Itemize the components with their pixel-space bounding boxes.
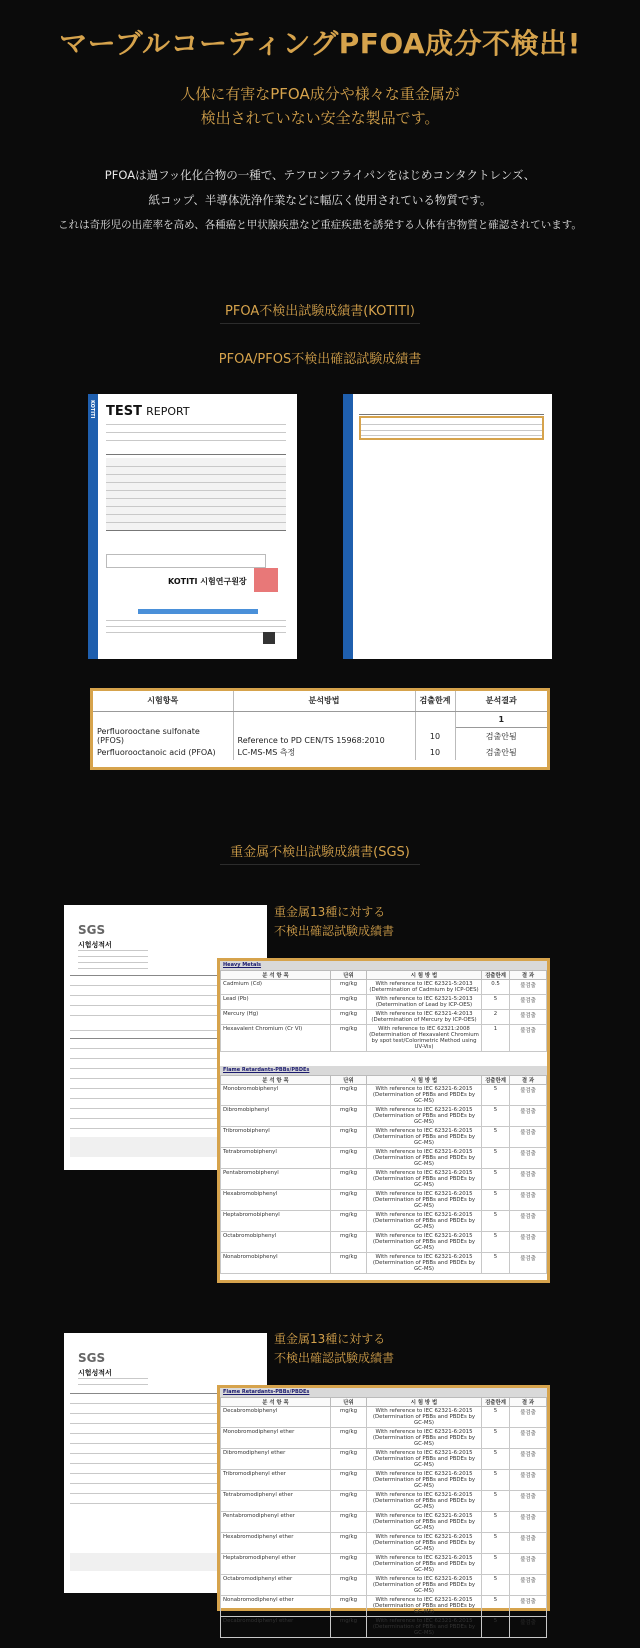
table-cell: 5 [482,1407,510,1428]
table-cell: With reference to IEC 62321-6:2015 (Determination of PBBs and PBDEs by GC-MS) [367,1575,482,1596]
table-cell: 5 [482,1253,510,1274]
sgs-heavy-metal-table [217,958,550,1283]
table-cell: 검출안됨 [485,731,517,741]
sgs-doc-title: 시험성적서 [78,1369,112,1377]
subtitle [0,82,640,130]
table-cell: 5 [482,1533,510,1554]
table-cell: 5 [482,1575,510,1596]
table-cell: With reference to IEC 62321-6:2015 (Determination of PBBs and PBDEs by GC-MS) [367,1169,482,1190]
description-line: これは奇形児の出産率を高め、各種癌と甲状腺疾患など重症疾患を誘発する人体有害物質と確認されています。 [58,219,582,231]
table-cell: mg/kg [331,1010,367,1025]
table-row [221,1428,547,1449]
table-cell: 5 [482,995,510,1010]
table-cell: Lead (Pb) [221,995,331,1010]
seal-icon [254,568,278,592]
table-header: 단위 [331,971,367,980]
table-header: 시 험 방 법 [367,1398,482,1407]
table-cell: mg/kg [331,1211,367,1232]
table-cell: With reference to IEC 62321-6:2015 (Determination of PBBs and PBDEs by GC-MS) [367,1190,482,1211]
divider [220,323,420,324]
table-cell: Perfluorooctane sulfonate (PFOS) [93,727,233,745]
table-cell: Pentabromodiphenyl ether [221,1512,331,1533]
table-cell: mg/kg [331,1106,367,1127]
table-cell: With reference to IEC 62321-6:2015 (Determination of PBBs and PBDEs by GC-MS) [367,1211,482,1232]
description [0,163,640,238]
table-row [221,995,547,1010]
table-cell: 5 [482,1148,510,1169]
table-header: 시험항목 [93,691,233,711]
table-cell: Dibromobiphenyl [221,1106,331,1127]
table-cell: 5 [482,1617,510,1638]
table-header: 시 험 방 법 [367,971,482,980]
table-cell: With reference to IEC 62321-6:2015 (Determination of PBBs and PBDEs by GC-MS) [367,1106,482,1127]
table-header: 결 과 [510,1076,547,1085]
table-row [221,1127,547,1148]
table-row [221,980,547,995]
table-row [221,1407,547,1428]
table-cell: Tetrabromobiphenyl [221,1148,331,1169]
table-cell: 불검출 [510,1127,547,1148]
table-cell: 불검출 [510,1575,547,1596]
table-row [221,1010,547,1025]
table-row [221,1253,547,1274]
table-header: 검출한계 [482,971,510,980]
table-cell: 불검출 [510,1554,547,1575]
table-cell: Pentabromobiphenyl [221,1169,331,1190]
table-cell: With reference to IEC 62321-6:2015 (Determination of PBBs and PBDEs by GC-MS) [367,1407,482,1428]
sgs-flame-retardant-table [217,1385,550,1636]
table-cell: Octabromobiphenyl [221,1232,331,1253]
table-cell: Mercury (Hg) [221,1010,331,1025]
table-cell: Heptabromobiphenyl [221,1211,331,1232]
table-cell: mg/kg [331,1533,367,1554]
subtitle-line: 人体に有害なPFOA成分や様々な重金属が [180,85,460,103]
table-cell: 10 [415,745,455,760]
table-cell: With reference to IEC 62321-6:2015 (Determination of PBBs and PBDEs by GC-MS) [367,1533,482,1554]
table-cell: 5 [482,1428,510,1449]
table-row [221,1169,547,1190]
table-cell: With reference to IEC 62321-6:2015 (Determination of PBBs and PBDEs by GC-MS) [367,1449,482,1470]
table-cell: mg/kg [331,1407,367,1428]
table-cell: 5 [482,1169,510,1190]
section-band: Flame Retardants-PBBs/PBDEs [220,1066,547,1075]
sgs-label-1 [274,903,394,941]
table-row [221,1449,547,1470]
table-cell: Octabromodiphenyl ether [221,1575,331,1596]
table-row [221,1211,547,1232]
table-cell: With reference to IEC 62321-6:2015 (Determination of PBBs and PBDEs by GC-MS) [367,1127,482,1148]
table-row [221,1512,547,1533]
table-cell: LC-MS-MS 측정 [233,745,415,760]
table-header: 시 험 방 법 [367,1076,482,1085]
table-cell: 불검출 [510,1407,547,1428]
table-cell: 5 [482,1554,510,1575]
table-row [221,1470,547,1491]
table-cell: Tribromodiphenyl ether [221,1470,331,1491]
table-cell: Nonabromodiphenyl ether [221,1596,331,1617]
sgs-label-line: 重金属13種に対する [274,905,386,919]
table-cell: Reference to PD CEN/TS 15968:2010 [233,727,415,745]
table-cell: Tribromobiphenyl [221,1127,331,1148]
table-cell: 1 [482,1025,510,1052]
table-cell: 불검출 [510,1449,547,1470]
table-row [221,1596,547,1617]
table-cell: 불검출 [510,1169,547,1190]
table-cell: 불검출 [510,980,547,995]
table-cell: Dibromodiphenyl ether [221,1449,331,1470]
table-cell: 불검출 [510,1253,547,1274]
table-cell: With reference to IEC 62321-6:2015 (Determination of PBBs and PBDEs by GC-MS) [367,1596,482,1617]
sgs-label-line: 重金属13種に対する [274,1332,386,1346]
sgs-label-line: 不検出確認試験成績書 [274,924,395,938]
table-row [221,1617,547,1638]
table-row [221,1025,547,1052]
section-band: Flame Retardants-PBBs/PBDEs [220,1388,547,1397]
section-band: Heavy Metals [220,961,547,970]
table-cell: mg/kg [331,1470,367,1491]
table-cell: mg/kg [331,1148,367,1169]
page-title: マーブルコーティングPFOA成分不検出! [59,27,581,60]
table-cell: mg/kg [331,1512,367,1533]
table-header: 결 과 [510,971,547,980]
table-cell: With reference to IEC 62321-5:2013 (Determination of Lead by ICP-OES) [367,995,482,1010]
table-row [221,1491,547,1512]
table-cell: With reference to IEC 62321-5:2013 (Determination of Cadmium by ICP-OES) [367,980,482,995]
table-cell: 0.5 [482,980,510,995]
kotiti-result-table [90,688,550,770]
table-cell: 5 [482,1512,510,1533]
table-cell: 5 [482,1085,510,1106]
table-cell: Decabromobiphenyl [221,1407,331,1428]
table-cell: With reference to IEC 62321-6:2015 (Determination of PBBs and PBDEs by GC-MS) [367,1148,482,1169]
kotiti-result-page-image [343,394,552,659]
table-row [221,1085,547,1106]
table-cell: 불검출 [510,1025,547,1052]
table-header: 분석결과 [455,691,547,711]
description-line: PFOAは過フッ化化合物の一種で、テフロンフライパンをはじめコンタクトレンズ、 [104,168,536,182]
table-header: 분 석 항 목 [221,971,331,980]
description-line: 紙コップ、半導体洗浄作業などに幅広く使用されている物質です。 [148,193,492,207]
table-cell: 검출안됨 [485,748,517,757]
table-cell: 5 [482,1190,510,1211]
divider [220,864,420,865]
table-cell: 불검출 [510,1106,547,1127]
table-cell: With reference to IEC 62321-6:2015 (Determination of PBBs and PBDEs by GC-MS) [367,1253,482,1274]
report-lab-name: KOTITI 시험연구원장 [168,577,247,586]
table-cell: With reference to IEC 62321-6:2015 (Determination of PBBs and PBDEs by GC-MS) [367,1085,482,1106]
sgs-doc-title: 시험성적서 [78,941,112,949]
table-cell: mg/kg [331,1025,367,1052]
table-cell: Hexavalent Chromium (Cr VI) [221,1025,331,1052]
table-cell: mg/kg [331,1596,367,1617]
table-header: 분 석 항 목 [221,1398,331,1407]
table-cell: Perfluorooctanoic acid (PFOA) [93,745,233,760]
table-cell: With reference to IEC 62321-6:2015 (Determination of PBBs and PBDEs by GC-MS) [367,1554,482,1575]
table-cell: 불검출 [510,1148,547,1169]
table-header: 검출한계 [482,1398,510,1407]
table-row [93,727,547,745]
table-cell: mg/kg [331,995,367,1010]
sgs-logo: SGS [78,923,106,937]
table-header: 분석방법 [233,691,415,711]
subtitle-line: 検出されていない安全な製品です。 [200,109,440,127]
report-title-rest: REPORT [146,405,190,418]
table-cell: 10 [415,727,455,745]
table-cell: With reference to IEC 62321-6:2015 (Determination of PBBs and PBDEs by GC-MS) [367,1232,482,1253]
table-cell: With reference to IEC 62321-6:2015 (Determination of PBBs and PBDEs by GC-MS) [367,1617,482,1638]
table-cell: Heptabromodiphenyl ether [221,1554,331,1575]
highlight-box [359,416,544,440]
table-cell: mg/kg [331,1575,367,1596]
kotiti-heading: PFOA不検出試験成績書(KOTITI) [225,304,415,319]
table-header: 단위 [331,1398,367,1407]
table-cell: 불검출 [510,1491,547,1512]
table-cell: Cadmium (Cd) [221,980,331,995]
table-row [221,1106,547,1127]
table-cell: Hexabromodiphenyl ether [221,1533,331,1554]
table-header: 분 석 항 목 [221,1076,331,1085]
report-title-bold: TEST [106,404,142,419]
sgs-heading: 重金属不検出試験成績書(SGS) [230,845,410,860]
table-cell: 5 [482,1449,510,1470]
table-cell: With reference to IEC 62321-6:2015 (Determination of PBBs and PBDEs by GC-MS) [367,1491,482,1512]
kotiti-subheading: PFOA/PFOS不検出確認試験成績書 [218,352,422,367]
qr-code-icon [263,632,275,644]
table-cell: mg/kg [331,1491,367,1512]
table-cell: 5 [482,1470,510,1491]
report-side-stripe [88,394,98,659]
table-cell: With reference to IEC 62321-4:2013 (Determination of Mercury by ICP-OES) [367,1010,482,1025]
table-row [221,1148,547,1169]
table-cell: Hexabromobiphenyl [221,1190,331,1211]
table-cell: 불검출 [510,995,547,1010]
table-cell: 5 [482,1596,510,1617]
table-cell: Monobromobiphenyl [221,1085,331,1106]
table-cell: mg/kg [331,1253,367,1274]
table-cell: Tetrabromodiphenyl ether [221,1491,331,1512]
table-cell: With reference to IEC 62321:2008 (Determination of Hexavalent Chromium by spot test/Colorimetric Method using UV-Vis) [367,1025,482,1052]
table-cell: mg/kg [331,1554,367,1575]
table-cell: 5 [482,1211,510,1232]
table-cell: mg/kg [331,1127,367,1148]
table-row [221,1190,547,1211]
table-cell: 5 [482,1232,510,1253]
kotiti-report-image [88,394,297,659]
table-cell: 불검출 [510,1512,547,1533]
table-cell: mg/kg [331,1617,367,1638]
table-row [221,1575,547,1596]
table-row [93,745,547,760]
table-row [221,1554,547,1575]
table-cell: mg/kg [331,980,367,995]
table-cell: 5 [482,1127,510,1148]
table-cell: With reference to IEC 62321-6:2015 (Determination of PBBs and PBDEs by GC-MS) [367,1470,482,1491]
table-row [221,1232,547,1253]
table-cell: Monobromodiphenyl ether [221,1428,331,1449]
table-cell: 불검출 [510,1428,547,1449]
table-cell: mg/kg [331,1428,367,1449]
table-cell: mg/kg [331,1169,367,1190]
report-brand: KOTITI [89,400,95,419]
table-cell: 불검출 [510,1085,547,1106]
table-cell: 불검출 [510,1596,547,1617]
table-header: 검출한계 [482,1076,510,1085]
table-cell: 불검출 [510,1470,547,1491]
report-title [106,404,190,419]
table-cell: mg/kg [331,1190,367,1211]
table-cell: 불검출 [510,1232,547,1253]
table-cell: mg/kg [331,1232,367,1253]
table-cell: 불검출 [510,1190,547,1211]
table-cell: 5 [482,1491,510,1512]
table-cell: 불검출 [510,1617,547,1638]
table-cell: Decabromodiphenyl ether [221,1617,331,1638]
table-cell: With reference to IEC 62321-6:2015 (Determination of PBBs and PBDEs by GC-MS) [367,1428,482,1449]
table-cell: 불검출 [510,1533,547,1554]
table-cell: With reference to IEC 62321-6:2015 (Determination of PBBs and PBDEs by GC-MS) [367,1512,482,1533]
table-cell: Nonabromobiphenyl [221,1253,331,1274]
table-header: 검출한계 [415,691,455,711]
table-cell: 2 [482,1010,510,1025]
sgs-logo: SGS [78,1351,106,1365]
table-cell: 5 [482,1106,510,1127]
table-cell: mg/kg [331,1449,367,1470]
table-cell: mg/kg [331,1085,367,1106]
table-row [221,1533,547,1554]
table-header: 단위 [331,1076,367,1085]
table-cell: 불검출 [510,1211,547,1232]
table-cell: 불검출 [510,1010,547,1025]
table-header: 결 과 [510,1398,547,1407]
sample-no: 1 [455,711,547,727]
sgs-label-2 [274,1330,394,1368]
sgs-label-line: 不検出確認試験成績書 [274,1351,395,1365]
